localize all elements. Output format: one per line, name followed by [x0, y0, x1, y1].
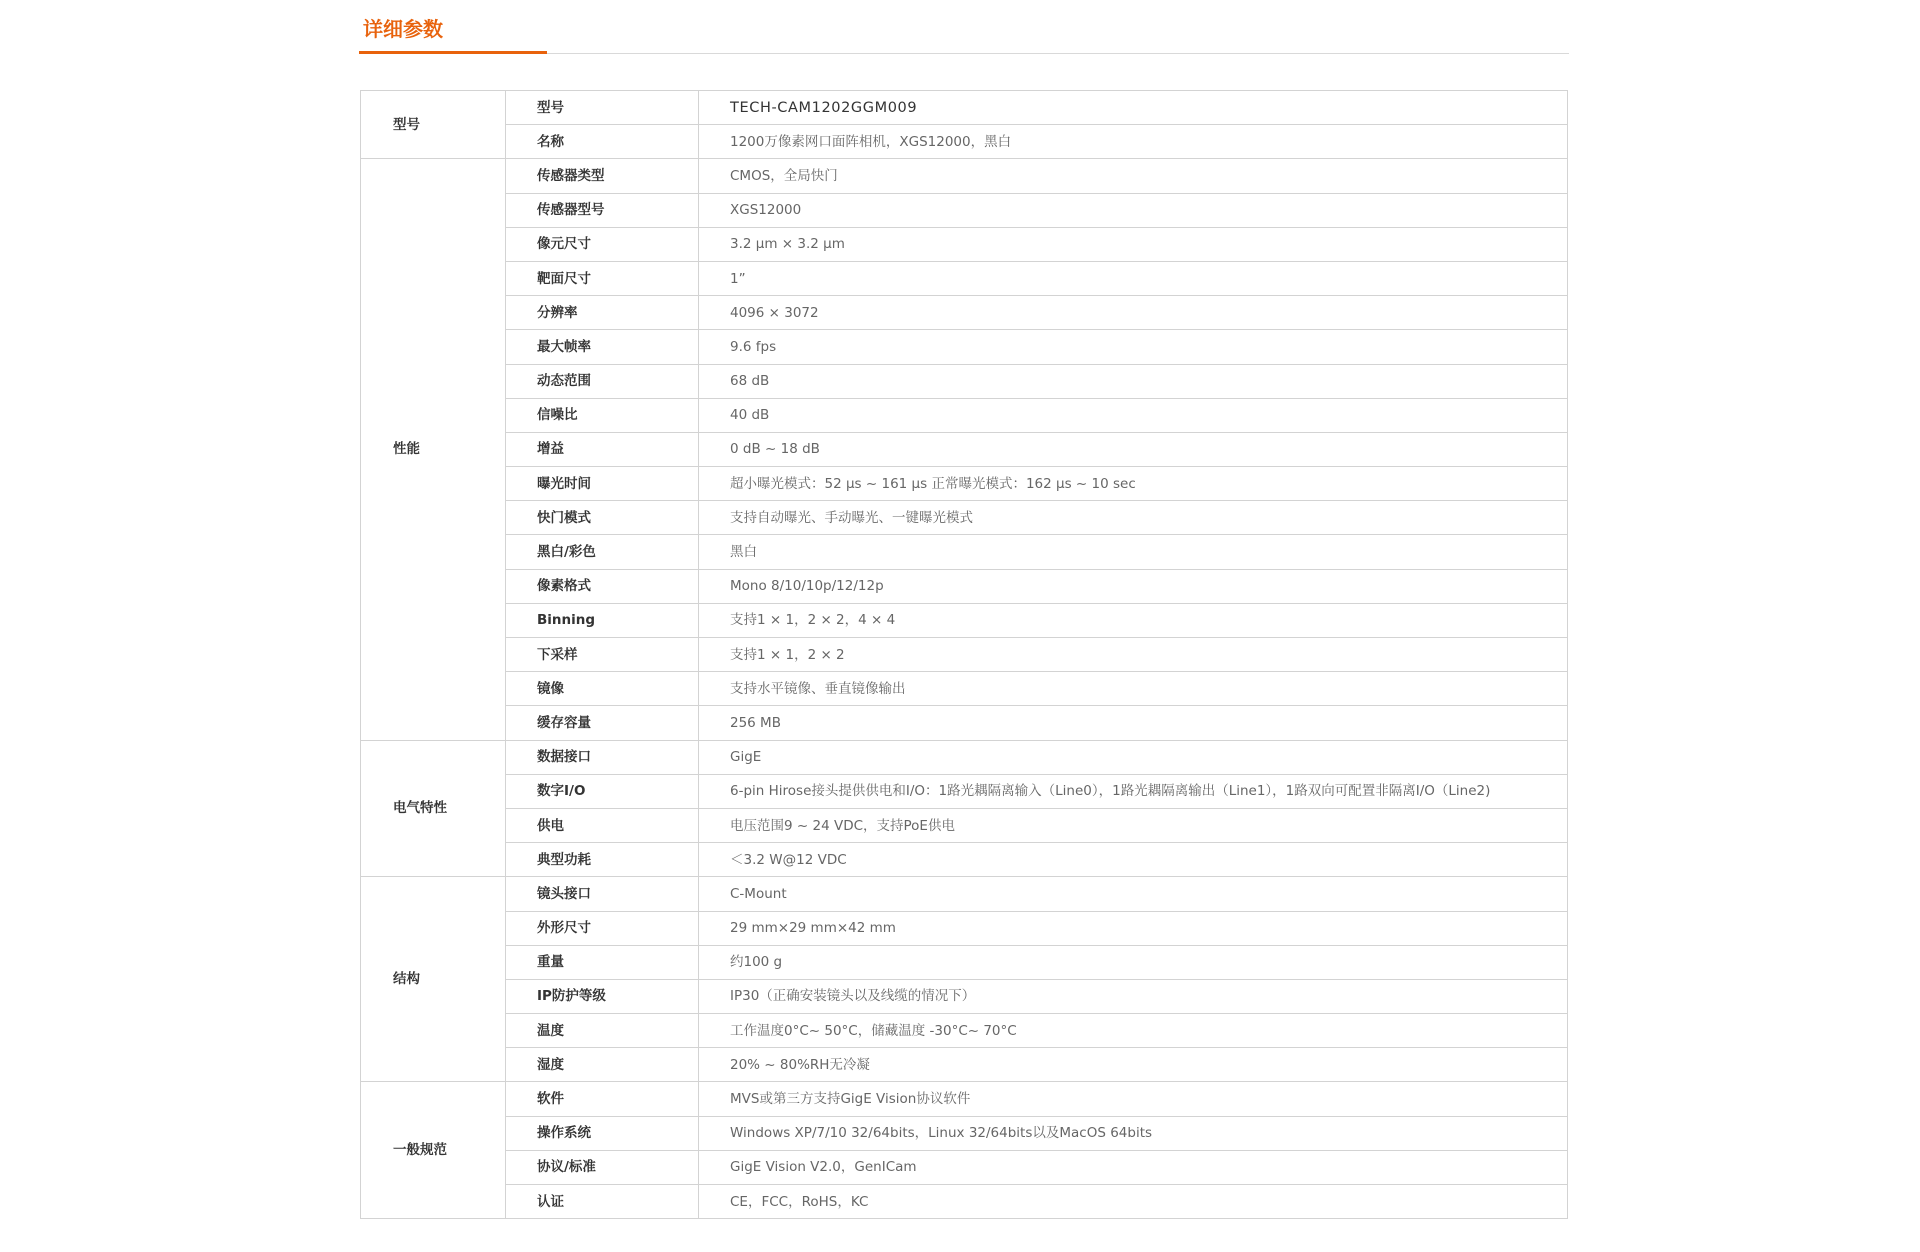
table-row	[361, 330, 1568, 364]
spec-label: 镜头接口	[506, 877, 699, 911]
spec-value: XGS12000	[699, 193, 1568, 227]
section-header	[359, 0, 1569, 54]
table-row	[361, 774, 1568, 808]
table-row	[361, 603, 1568, 637]
spec-label: 增益	[506, 432, 699, 466]
spec-table	[360, 90, 1568, 1219]
spec-label: 最大帧率	[506, 330, 699, 364]
spec-label: 温度	[506, 1014, 699, 1048]
spec-value: 1”	[699, 261, 1568, 295]
spec-value: ＜3.2 W@12 VDC	[699, 843, 1568, 877]
spec-label: 重量	[506, 945, 699, 979]
spec-value: CE，FCC，RoHS，KC	[699, 1185, 1568, 1219]
table-row	[361, 740, 1568, 774]
spec-label: 软件	[506, 1082, 699, 1116]
table-row	[361, 193, 1568, 227]
table-row	[361, 398, 1568, 432]
table-row	[361, 125, 1568, 159]
table-row	[361, 535, 1568, 569]
spec-label: 型号	[506, 91, 699, 125]
spec-table-body	[361, 91, 1568, 1219]
spec-label: 像元尺寸	[506, 227, 699, 261]
table-row	[361, 638, 1568, 672]
table-row	[361, 979, 1568, 1013]
spec-label: 数据接口	[506, 740, 699, 774]
section-title: 详细参数	[363, 17, 443, 41]
spec-value: 电压范围9 ~ 24 VDC，支持PoE供电	[699, 808, 1568, 842]
spec-label: 黑白/彩色	[506, 535, 699, 569]
spec-value: 40 dB	[699, 398, 1568, 432]
spec-category: 型号	[361, 91, 506, 159]
table-row	[361, 91, 1568, 125]
table-row	[361, 1150, 1568, 1184]
table-row	[361, 706, 1568, 740]
table-row	[361, 843, 1568, 877]
spec-value: TECH-CAM1202GGM009	[699, 91, 1568, 125]
spec-value: 支持自动曝光、手动曝光、一键曝光模式	[699, 501, 1568, 535]
spec-value: Mono 8/10/10p/12/12p	[699, 569, 1568, 603]
spec-value: 9.6 fps	[699, 330, 1568, 364]
table-row	[361, 877, 1568, 911]
spec-label: 曝光时间	[506, 467, 699, 501]
table-row	[361, 261, 1568, 295]
spec-label: 外形尺寸	[506, 911, 699, 945]
spec-value: MVS或第三方支持GigE Vision协议软件	[699, 1082, 1568, 1116]
table-row	[361, 159, 1568, 193]
spec-value: IP30（正确安装镜头以及线缆的情况下）	[699, 979, 1568, 1013]
spec-value: 支持水平镜像、垂直镜像输出	[699, 672, 1568, 706]
spec-label: 湿度	[506, 1048, 699, 1082]
table-row	[361, 911, 1568, 945]
spec-value: 工作温度0°C~ 50°C，储藏温度 -30°C~ 70°C	[699, 1014, 1568, 1048]
spec-value: CMOS，全局快门	[699, 159, 1568, 193]
spec-category: 结构	[361, 877, 506, 1082]
section-title-underline	[359, 51, 547, 54]
spec-label: 靶面尺寸	[506, 261, 699, 295]
spec-label: 供电	[506, 808, 699, 842]
spec-label: 像素格式	[506, 569, 699, 603]
spec-section	[359, 0, 1569, 1210]
spec-label: 镜像	[506, 672, 699, 706]
spec-value: 0 dB ~ 18 dB	[699, 432, 1568, 466]
spec-value: GigE	[699, 740, 1568, 774]
spec-label: 缓存容量	[506, 706, 699, 740]
spec-value: 4096 × 3072	[699, 296, 1568, 330]
table-row	[361, 432, 1568, 466]
spec-value: 1200万像素网口面阵相机，XGS12000，黑白	[699, 125, 1568, 159]
spec-label: 数字I/O	[506, 774, 699, 808]
spec-value: 68 dB	[699, 364, 1568, 398]
table-row	[361, 1185, 1568, 1219]
table-row	[361, 227, 1568, 261]
spec-category: 电气特性	[361, 740, 506, 877]
spec-label: 典型功耗	[506, 843, 699, 877]
spec-label: 操作系统	[506, 1116, 699, 1150]
spec-value: 黑白	[699, 535, 1568, 569]
spec-value: Windows XP/7/10 32/64bits，Linux 32/64bits以及MacOS 64bits	[699, 1116, 1568, 1150]
spec-label: 下采样	[506, 638, 699, 672]
table-row	[361, 1014, 1568, 1048]
spec-label: 快门模式	[506, 501, 699, 535]
spec-value: 超小曝光模式：52 μs ~ 161 μs 正常曝光模式：162 μs ~ 10 sec	[699, 467, 1568, 501]
table-row	[361, 1048, 1568, 1082]
spec-value: 3.2 μm × 3.2 μm	[699, 227, 1568, 261]
spec-value: 256 MB	[699, 706, 1568, 740]
spec-label: 名称	[506, 125, 699, 159]
table-row	[361, 296, 1568, 330]
spec-label: 传感器类型	[506, 159, 699, 193]
spec-label: 动态范围	[506, 364, 699, 398]
spec-value: 支持1 × 1，2 × 2，4 × 4	[699, 603, 1568, 637]
table-row	[361, 945, 1568, 979]
table-row	[361, 364, 1568, 398]
table-row	[361, 808, 1568, 842]
spec-value: GigE Vision V2.0，GenICam	[699, 1150, 1568, 1184]
table-row	[361, 1082, 1568, 1116]
table-row	[361, 1116, 1568, 1150]
table-row	[361, 569, 1568, 603]
table-row	[361, 467, 1568, 501]
table-row	[361, 672, 1568, 706]
spec-value: 20% ~ 80%RH无冷凝	[699, 1048, 1568, 1082]
spec-label: 认证	[506, 1185, 699, 1219]
spec-label: 信噪比	[506, 398, 699, 432]
spec-value: 29 mm×29 mm×42 mm	[699, 911, 1568, 945]
spec-value: 6-pin Hirose接头提供供电和I/O：1路光耦隔离输入（Line0），1路光耦隔离输出（Line1），1路双向可配置非隔离I/O（Line2)	[699, 774, 1568, 808]
spec-label: 协议/标准	[506, 1150, 699, 1184]
spec-category: 一般规范	[361, 1082, 506, 1219]
spec-label: IP防护等级	[506, 979, 699, 1013]
table-row	[361, 501, 1568, 535]
spec-value: 约100 g	[699, 945, 1568, 979]
spec-value: 支持1 × 1，2 × 2	[699, 638, 1568, 672]
spec-value: C-Mount	[699, 877, 1568, 911]
spec-category: 性能	[361, 159, 506, 740]
spec-label: 传感器型号	[506, 193, 699, 227]
spec-label: 分辨率	[506, 296, 699, 330]
spec-label: Binning	[506, 603, 699, 637]
